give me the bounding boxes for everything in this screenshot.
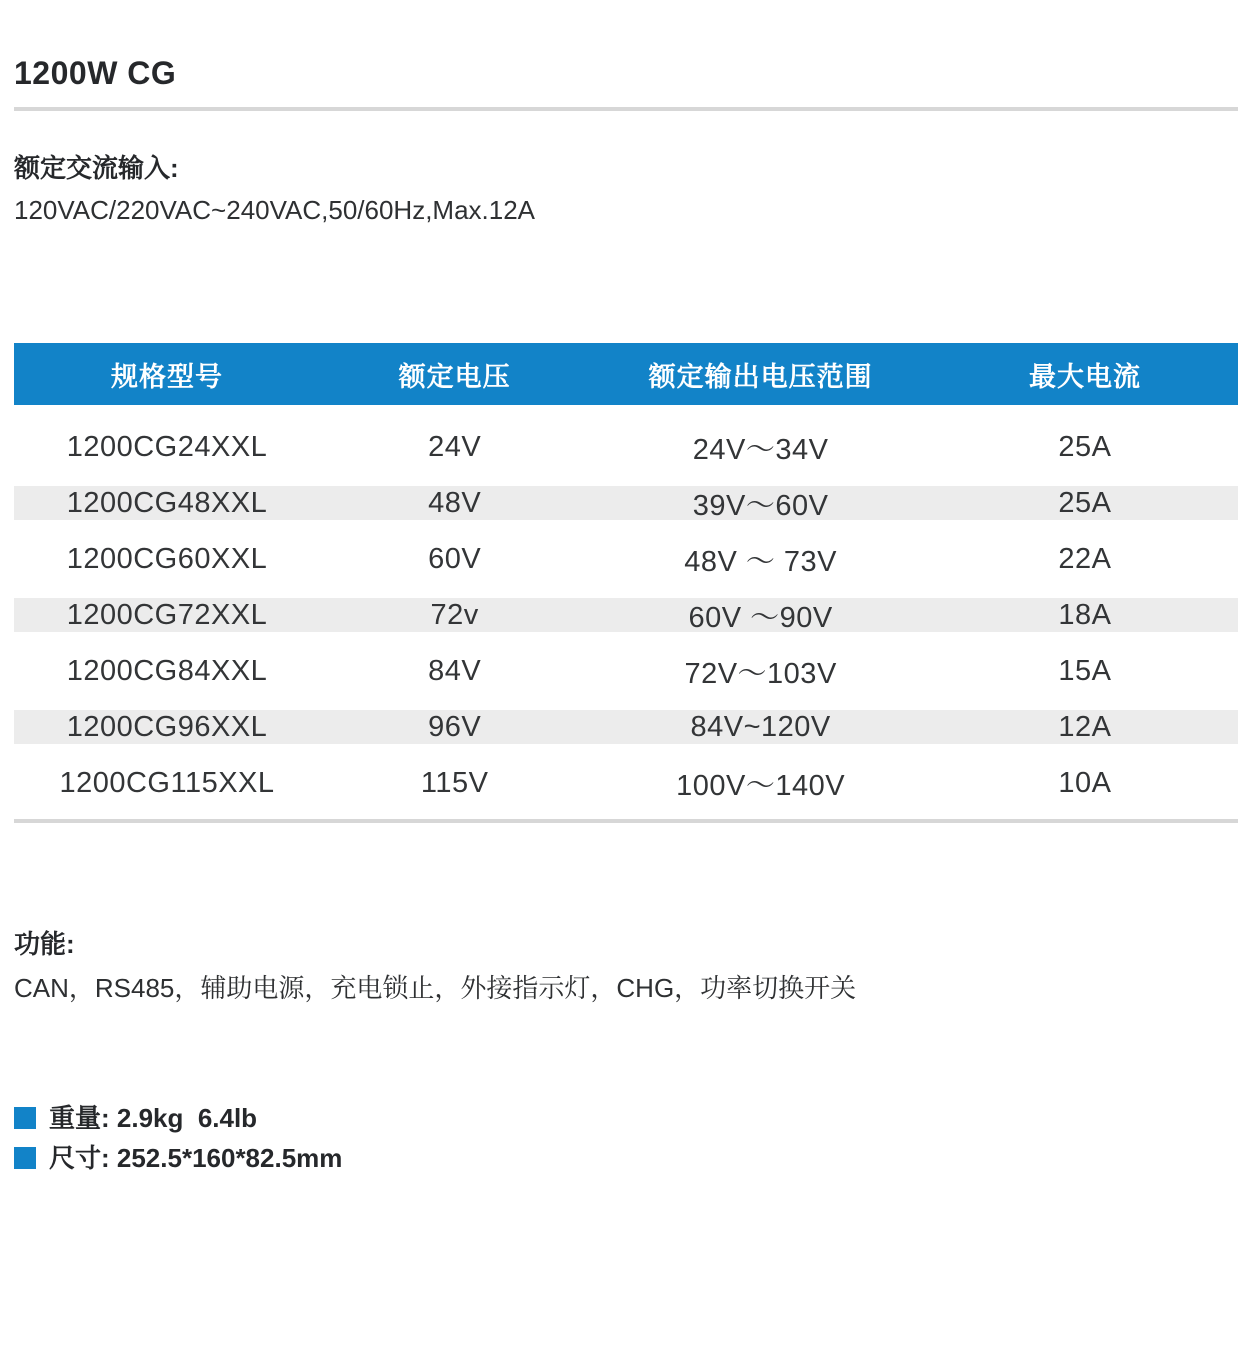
cell-rated-voltage: 115V (420, 766, 489, 799)
cell-output-range: 100V～140V (676, 769, 846, 802)
table-row (14, 587, 1238, 643)
spec-table (14, 343, 1238, 823)
cell-model: 1200CG96XXL (66, 710, 268, 743)
cell-output-range: 72V～103V (684, 657, 837, 690)
header-output-range: 额定输出电压范围 (648, 361, 873, 392)
ac-input-value: 120VAC/220VAC~240VAC,50/60Hz,Max.12A (14, 195, 536, 225)
cell-model: 1200CG84XXL (66, 654, 268, 687)
cell-max-current: 12A (1058, 710, 1112, 743)
bullet-square-icon (14, 1107, 36, 1129)
ac-input-label: 额定交流输入: (14, 153, 179, 183)
table-row (14, 531, 1238, 587)
cell-rated-voltage: 24V (428, 430, 482, 463)
cell-output-range: 39V～60V (692, 489, 829, 522)
cell-model: 1200CG60XXL (66, 542, 268, 575)
cell-rated-voltage: 84V (428, 654, 482, 687)
table-bottom-divider (14, 819, 1238, 823)
cell-model: 1200CG72XXL (66, 598, 268, 631)
cell-rated-voltage: 60V (428, 542, 482, 575)
cell-max-current: 10A (1058, 766, 1112, 799)
table-row (14, 475, 1238, 531)
cell-rated-voltage: 72v (430, 598, 479, 631)
cell-rated-voltage: 96V (428, 710, 482, 743)
cell-output-range: 24V～34V (692, 433, 829, 466)
functions-value: CAN，RS485，辅助电源，充电锁止，外接指示灯，CHG，功率切换开关 (14, 973, 857, 1003)
cell-output-range: 84V~120V (690, 710, 831, 743)
table-row (14, 643, 1238, 699)
cell-output-range: 60V ～90V (688, 601, 833, 634)
list-item (14, 1103, 1238, 1133)
dimensions-text: 尺寸: 252.5*160*82.5mm (49, 1143, 343, 1173)
cell-model: 1200CG48XXL (66, 486, 268, 519)
header-max-current: 最大电流 (1028, 361, 1141, 392)
cell-max-current: 18A (1058, 598, 1112, 631)
spec-table-body (14, 405, 1238, 811)
cell-model: 1200CG24XXL (66, 430, 268, 463)
list-item (14, 1143, 1238, 1173)
title-divider (14, 107, 1238, 111)
cell-output-range: 48V ～ 73V (684, 545, 838, 578)
page-title: 1200W CG (14, 55, 177, 91)
table-row (14, 755, 1238, 811)
spec-table-header (14, 343, 1238, 405)
header-rated-voltage: 额定电压 (398, 361, 511, 392)
bullet-square-icon (14, 1147, 36, 1169)
header-model: 规格型号 (111, 361, 223, 392)
table-row (14, 419, 1238, 475)
cell-model: 1200CG115XXL (59, 766, 275, 799)
spec-bullet-list (14, 1103, 1238, 1173)
table-row (14, 699, 1238, 755)
cell-rated-voltage: 48V (428, 486, 482, 519)
cell-max-current: 22A (1058, 542, 1112, 575)
cell-max-current: 15A (1058, 654, 1112, 687)
weight-text: 重量: 2.9kg 6.4lb (49, 1103, 258, 1133)
cell-max-current: 25A (1058, 486, 1112, 519)
cell-max-current: 25A (1058, 430, 1112, 463)
functions-label: 功能: (14, 929, 75, 959)
